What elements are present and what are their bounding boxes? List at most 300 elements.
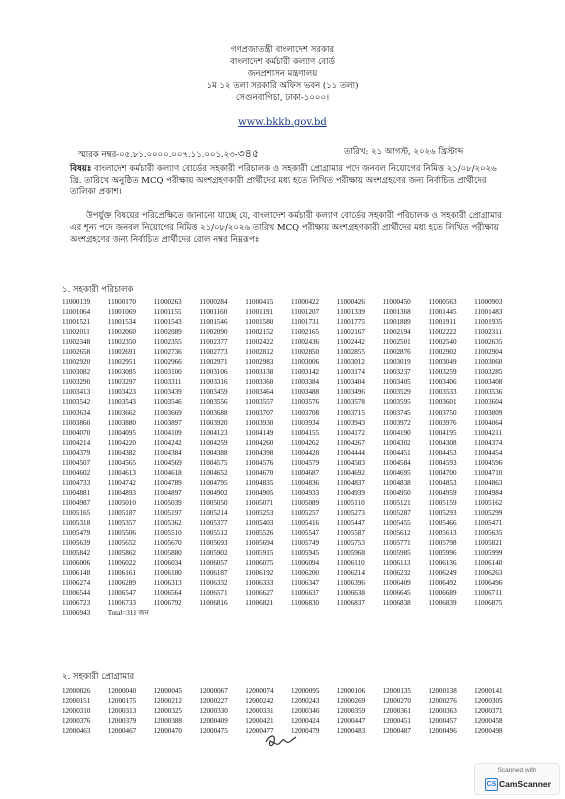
roll-number-cell: 11006274 — [62, 579, 91, 588]
roll-number-cell: 11006627 — [245, 589, 274, 598]
roll-number-cell: 11003601 — [428, 398, 457, 407]
roll-number-cell: 12000421 — [245, 717, 274, 726]
roll-number-cell: 11006943 — [62, 609, 91, 618]
roll-number-cell: 11005639 — [62, 539, 91, 548]
roll-number-cell: 11004583 — [336, 458, 365, 467]
roll-number-cell: 11003360 — [245, 378, 274, 387]
roll-number-cell: 11004382 — [107, 448, 136, 457]
roll-number-cell: 11003408 — [474, 378, 503, 387]
roll-number-cell: 11003439 — [153, 388, 182, 397]
roll-number-cell: 12000363 — [428, 707, 457, 716]
roll-number-cell: 11004374 — [474, 438, 503, 447]
roll-number-cell: 11006057 — [199, 559, 228, 568]
memo-number — [78, 145, 259, 164]
roll-number-cell: 11001543 — [153, 318, 182, 327]
assistant-programmer-roll-table — [62, 686, 520, 736]
roll-number-cell: 12000138 — [428, 687, 457, 695]
roll-number-cell: 11003006 — [290, 358, 320, 367]
roll-number-cell: 11005471 — [474, 519, 503, 528]
roll-number-cell: 11000263 — [153, 298, 182, 306]
camscanner-logo-icon: CS — [485, 778, 498, 791]
roll-number-cell: 11005121 — [382, 498, 411, 507]
roll-number-cell: 11003297 — [107, 378, 136, 387]
roll-number-cell: 11006689 — [428, 589, 457, 598]
roll-number-cell: 11004507 — [62, 458, 91, 467]
roll-number-cell: 11002011 — [62, 328, 90, 337]
roll-number-cell: 11004710 — [474, 468, 503, 477]
roll-number-cell: 11004260 — [245, 438, 274, 447]
roll-number-cell: 12000409 — [199, 717, 228, 726]
roll-number-cell: 11003529 — [382, 388, 411, 397]
roll-number-cell: 11005510 — [153, 529, 182, 538]
roll-number-cell: 12000243 — [290, 697, 320, 706]
roll-number-cell: 12000496 — [428, 727, 457, 736]
roll-number-cell: 11005862 — [107, 549, 136, 558]
roll-number-cell: 11006075 — [245, 559, 274, 568]
roll-number-cell: 11004454 — [474, 448, 503, 457]
roll-number-cell: 11001064 — [62, 308, 91, 317]
roll-number-cell: 11002501 — [382, 338, 411, 347]
roll-number-cell: 11003311 — [153, 378, 182, 387]
roll-number-cell: 12000305 — [474, 697, 503, 706]
roll-number-cell: 11002436 — [290, 338, 320, 347]
roll-number-cell: 11004987 — [62, 498, 91, 507]
roll-number-cell: 11004618 — [153, 468, 182, 477]
roll-number-cell: 11005159 — [428, 498, 457, 507]
roll-number-cell: 11006838 — [382, 599, 411, 608]
roll-number-cell: 11004444 — [336, 448, 365, 457]
roll-number-cell: 11004267 — [336, 438, 365, 447]
roll-number-cell: 11006263 — [474, 569, 503, 578]
roll-number-cell: 12000175 — [107, 697, 137, 706]
roll-number-cell: 11006022 — [107, 559, 136, 568]
roll-number-cell: 11003290 — [62, 378, 91, 387]
roll-number-cell: 11003174 — [336, 368, 365, 377]
roll-number-cell: 11003715 — [336, 408, 365, 417]
roll-number-cell: 11003459 — [199, 388, 228, 397]
roll-number-cell: 11005999 — [474, 549, 503, 558]
roll-number-cell: 11003943 — [336, 418, 365, 427]
roll-number-cell: 11005652 — [107, 539, 136, 548]
roll-number-cell: 12000479 — [290, 727, 320, 736]
roll-number-cell: 11004733 — [62, 478, 91, 487]
roll-number-cell: 11004835 — [245, 478, 274, 487]
roll-number-cell: 11004984 — [474, 488, 503, 497]
roll-number-cell: 11004602 — [62, 468, 91, 477]
roll-number-cell: 11001889 — [382, 318, 411, 327]
roll-number-cell: 11005547 — [290, 529, 320, 538]
roll-number-cell: 11000450 — [382, 298, 411, 306]
roll-number-cell: 11005089 — [290, 498, 320, 507]
roll-number-cell: 11002773 — [199, 348, 228, 357]
roll-number-cell: 11003404 — [336, 378, 365, 387]
roll-number-cell: 11002311 — [474, 328, 503, 337]
roll-number-cell: 11004451 — [382, 448, 411, 457]
roll-number-cell: 11005842 — [62, 549, 91, 558]
roll-number-cell: 11006006 — [62, 559, 91, 568]
roll-number-cell: 11003707 — [245, 408, 274, 417]
roll-number-cell: 12000498 — [474, 727, 503, 736]
header-ministry: জনপ্রশাসন মন্ত্রণালয় — [247, 69, 318, 79]
roll-number-cell: 11005466 — [428, 519, 457, 528]
roll-number-cell: 11004384 — [153, 448, 182, 457]
roll-number-cell: 11004565 — [107, 458, 136, 467]
roll-number-cell: 12000242 — [245, 697, 274, 706]
roll-number-cell: 11002951 — [107, 358, 136, 367]
roll-number-cell: 11003920 — [199, 418, 228, 427]
roll-number-cell: 11003049 — [428, 358, 457, 367]
roll-number-cell: 11004853 — [428, 478, 457, 487]
memo-handwritten-number: ৩৪৫ — [237, 147, 260, 160]
roll-number-cell: 11004262 — [290, 438, 320, 447]
roll-number-cell: 11006496 — [474, 579, 503, 588]
roll-number-cell: 11003688 — [199, 408, 228, 417]
roll-number-cell: 11005670 — [153, 539, 182, 548]
roll-number-cell: 11005749 — [290, 539, 320, 548]
roll-number-cell: 11001775 — [336, 318, 365, 327]
roll-number-cell: 12000106 — [336, 687, 366, 695]
roll-number-cell: 11001207 — [290, 308, 320, 317]
roll-number-cell: 11002165 — [290, 328, 320, 337]
roll-number-cell: 11002348 — [62, 338, 91, 347]
roll-number-cell: 11001580 — [245, 318, 274, 327]
roll-number-cell: 11003809 — [474, 408, 503, 417]
roll-number-cell: 11002060 — [107, 328, 136, 337]
roll-number-cell: 11002442 — [336, 338, 365, 347]
roll-number-cell: 11006192 — [245, 569, 274, 578]
subject-text: বাংলাদেশ কর্মচারী কল্যাণ বোর্ডের সহকারী পরিচালক ও সহকারী প্রোগ্রামার পদে জনবল নিয়োগের নিমিত্ত ২১/০৮/২০২৬ খ্রি. তারিখে অনুষ্ঠিত MCQ পরীক্ষায় অংশগ্রহণকারী প্রার্থীদের মধ্য হতে লিখিত পরীক্ষায় অংশগ্রহণের জন্য নির্বাচিত প্রার্থীদের তালিকা প্রকাশ। — [70, 164, 497, 197]
roll-number-cell: 11006232 — [382, 569, 411, 578]
roll-number-cell: 11003557 — [245, 398, 274, 407]
header-board: বাংলাদেশ কর্মচারী কল্যাণ বোর্ড — [230, 57, 335, 67]
roll-number-cell: 11002350 — [107, 338, 136, 347]
header-address: সেগুনবাগিচা, ঢাকা-১০০০। — [235, 93, 330, 103]
roll-number-cell: 12000477 — [245, 727, 274, 736]
roll-number-cell: 11004155 — [290, 428, 320, 437]
roll-number-cell: 11005996 — [428, 549, 457, 558]
header-government: গণপ্রজাতন্ত্রী বাংলাদেশ সরকার — [230, 45, 335, 55]
roll-number-cell: 11006333 — [245, 579, 274, 588]
roll-number-cell: 12000376 — [62, 717, 91, 726]
roll-number-cell: 11003085 — [107, 368, 136, 377]
roll-number-cell: 12000483 — [336, 727, 366, 736]
roll-number-cell: 11003976 — [428, 418, 457, 427]
roll-number-cell: 11004214 — [62, 438, 91, 447]
roll-number-cell: 11004742 — [107, 478, 136, 487]
roll-number-cell: 12000467 — [107, 727, 137, 736]
roll-number-cell: 11005050 — [199, 498, 228, 507]
camscanner-badge — [474, 763, 560, 795]
roll-number-cell: 11003012 — [336, 358, 365, 367]
roll-number-cell: 11003405 — [382, 378, 411, 387]
roll-number-cell: 11003060 — [474, 358, 503, 367]
roll-number-cell: 11005880 — [153, 549, 182, 558]
roll-number-cell: 11003100 — [153, 368, 182, 377]
section-assistant-director-title: ১. সহকারী পরিচালক — [62, 285, 134, 295]
roll-number-cell: 12000269 — [336, 697, 366, 706]
roll-number-cell: 11006723 — [62, 599, 91, 608]
roll-number-cell: 11006711 — [474, 589, 503, 598]
roll-number-cell: 11005526 — [245, 529, 274, 538]
roll-number-cell: 11005985 — [382, 549, 411, 558]
roll-number-cell: 11002090 — [199, 328, 228, 337]
roll-number-cell: 12000313 — [107, 707, 137, 716]
roll-number-cell: 11004652 — [199, 468, 228, 477]
roll-number-cell: 11001445 — [428, 308, 457, 317]
roll-number-cell: 11006094 — [290, 559, 320, 568]
roll-number-cell: 11004569 — [153, 458, 182, 467]
roll-number-cell: 11004070 — [62, 428, 91, 437]
roll-number-cell: 11000284 — [199, 298, 228, 306]
roll-number-cell: 11005635 — [474, 529, 503, 538]
subject-block — [70, 164, 502, 199]
roll-number-cell: 12000095 — [290, 687, 320, 695]
roll-number-cell: 11003406 — [428, 378, 457, 387]
roll-number-cell: 12000026 — [62, 687, 91, 695]
roll-number-cell: 11000415 — [245, 298, 274, 306]
roll-number-cell: 11006110 — [336, 559, 365, 568]
roll-number-cell: 11006645 — [382, 589, 411, 598]
roll-number-cell: 11004789 — [153, 478, 182, 487]
roll-number-cell: 11004902 — [199, 488, 228, 497]
total-count: Total=311 জন — [107, 609, 150, 618]
roll-number-cell: 12000325 — [153, 707, 182, 716]
roll-number-cell: 11002850 — [290, 348, 320, 357]
roll-number-cell: 11004190 — [382, 428, 411, 437]
roll-number-cell: 11003860 — [62, 418, 91, 427]
roll-number-cell: 11004836 — [290, 478, 320, 487]
roll-number-cell: 11004863 — [474, 478, 503, 487]
roll-number-cell: 11002855 — [336, 348, 365, 357]
roll-number-cell: 11006564 — [153, 589, 182, 598]
roll-number-cell: 12000074 — [245, 687, 274, 695]
roll-number-cell: 11004308 — [428, 438, 457, 447]
roll-number-cell: 11003142 — [290, 368, 320, 377]
roll-number-cell: 11001368 — [382, 308, 411, 317]
roll-number-cell: 11001069 — [107, 308, 136, 317]
roll-number-cell: 11004695 — [382, 468, 411, 477]
roll-number-cell: 11006140 — [474, 559, 503, 568]
roll-number-cell: 11002983 — [245, 358, 274, 367]
roll-number-cell: 11004576 — [245, 458, 274, 467]
roll-number-cell: 11003536 — [474, 388, 503, 397]
roll-number-cell: 11005165 — [62, 508, 91, 517]
roll-number-cell: 12000463 — [62, 727, 91, 736]
roll-number-cell: 11006200 — [290, 569, 320, 578]
roll-number-cell: 11003316 — [199, 378, 228, 387]
roll-number-cell: 11004939 — [336, 488, 365, 497]
scanned-with-label: Scanned with — [497, 767, 537, 774]
roll-number-cell: 11005010 — [107, 498, 136, 507]
roll-number-cell: 11006214 — [336, 569, 365, 578]
roll-number-cell: 11006136 — [428, 559, 457, 568]
roll-number-cell: 11000422 — [290, 298, 320, 306]
roll-number-cell: 11005257 — [290, 508, 320, 517]
roll-number-cell: 11005968 — [336, 549, 365, 558]
roll-number-cell: 12000470 — [153, 727, 182, 736]
roll-number-cell: 11004670 — [245, 468, 274, 477]
roll-number-cell: 11006816 — [199, 599, 228, 608]
roll-number-cell: 11006637 — [290, 589, 320, 598]
roll-number-cell: 11004379 — [62, 448, 91, 457]
roll-number-cell: 11000563 — [428, 298, 457, 306]
roll-number-cell: 11002422 — [245, 338, 274, 347]
roll-number-cell: 11003543 — [107, 398, 136, 407]
roll-number-cell: 11001339 — [336, 308, 365, 317]
roll-number-cell: 11003750 — [428, 408, 457, 417]
roll-number-cell: 11004242 — [153, 438, 182, 447]
date-value: ২১ আগস্ট, ২০২৬ খ্রিস্টাব্দ — [371, 147, 464, 157]
roll-number-cell: 11004959 — [428, 488, 457, 497]
roll-number-cell: 11006332 — [199, 579, 228, 588]
roll-number-cell: 11004428 — [290, 448, 320, 457]
roll-number-cell: 11002635 — [474, 338, 503, 347]
roll-number-cell: 11006161 — [107, 569, 136, 578]
roll-number-cell: 11003542 — [62, 398, 91, 407]
roll-number-cell: 11004575 — [199, 458, 228, 467]
roll-number-cell: 11003496 — [336, 388, 365, 397]
roll-number-cell: 11005612 — [382, 529, 411, 538]
roll-number-cell: 11004700 — [428, 468, 457, 477]
roll-number-cell: 11005587 — [336, 529, 365, 538]
roll-number-cell: 11002540 — [428, 338, 457, 347]
roll-number-cell: 11005771 — [382, 539, 411, 548]
roll-number-cell: 12000067 — [199, 687, 228, 695]
roll-number-cell: 12000457 — [428, 717, 457, 726]
roll-number-cell: 11006792 — [153, 599, 182, 608]
roll-number-cell: 11003556 — [199, 398, 228, 407]
roll-number-cell: 11002920 — [62, 358, 91, 367]
roll-number-cell: 11002966 — [153, 358, 182, 367]
roll-number-cell: 11003576 — [290, 398, 320, 407]
roll-number-cell: 11006821 — [245, 599, 274, 608]
roll-number-cell: 11004211 — [474, 428, 503, 437]
roll-number-cell: 11003259 — [428, 368, 457, 377]
roll-number-cell: 12000276 — [428, 697, 457, 706]
roll-number-cell: 11006875 — [474, 599, 503, 608]
roll-number-cell: 12000270 — [382, 697, 411, 706]
roll-number-cell: 12000424 — [290, 717, 320, 726]
roll-number-cell: 11005377 — [199, 519, 228, 528]
roll-number-cell: 11002902 — [428, 348, 457, 357]
roll-number-cell: 11004838 — [382, 478, 411, 487]
roll-number-cell: 11006313 — [153, 579, 182, 588]
roll-number-cell: 11001483 — [474, 308, 503, 317]
roll-number-cell: 12000310 — [62, 707, 91, 716]
roll-number-cell: 11002089 — [153, 328, 182, 337]
camscanner-label: CamScanner — [499, 779, 551, 789]
roll-number-cell: 11003634 — [62, 408, 91, 417]
roll-number-cell: 12000388 — [153, 717, 182, 726]
signature-mark — [262, 732, 302, 750]
roll-number-cell: 11006396 — [336, 579, 365, 588]
roll-number-cell: 12000475 — [199, 727, 228, 736]
roll-number-cell: 12000331 — [245, 707, 274, 716]
roll-number-cell: 11002691 — [107, 348, 136, 357]
roll-number-cell: 11003595 — [382, 398, 411, 407]
roll-number-cell: 11002377 — [199, 338, 228, 347]
roll-number-cell: 11006547 — [107, 589, 136, 598]
roll-number-cell: 12000371 — [474, 707, 503, 716]
roll-number-cell: 11002222 — [428, 328, 457, 337]
roll-number-cell: 11004398 — [245, 448, 274, 457]
roll-number-cell: 11003464 — [245, 388, 274, 397]
roll-number-cell: 11004109 — [153, 428, 182, 437]
roll-number-cell: 11003972 — [382, 418, 411, 427]
roll-number-cell: 11001731 — [290, 318, 320, 327]
roll-number-cell: 11006733 — [107, 599, 136, 608]
roll-number-cell: 11005071 — [245, 498, 274, 507]
roll-number-cell: 11005902 — [199, 549, 228, 558]
roll-number-cell: 12000361 — [382, 707, 411, 716]
roll-number-cell: 11003138 — [245, 368, 274, 377]
roll-number-cell: 11003237 — [382, 368, 411, 377]
roll-number-cell: 11002736 — [153, 348, 182, 357]
roll-number-cell: 12000379 — [107, 717, 137, 726]
roll-number-cell: 11005479 — [62, 529, 91, 538]
roll-number-cell: 12000451 — [382, 717, 411, 726]
roll-number-cell: 11005318 — [62, 519, 91, 528]
roll-number-cell: 11005214 — [199, 508, 228, 517]
body-paragraph: উপর্যুক্ত বিষয়ের পরিপ্রেক্ষিতে জানানো যাচ্ছে যে, বাংলাদেশ কর্মচারী কল্যাণ বোর্ডের সহকারী পরিচালক ও সহকারী প্রোগ্রামার এর শূন্য পদে জনবল নিয়োগের নিমিত্ত ২১/০৮/২০২৬ তারিখ MCQ পরীক্ষায় অংশগ্রহণকারী প্রার্থীদের মধ্য হতে লিখিত পরীক্ষায় অংশগ্রহণের জন্য নির্বাচিত প্রার্থীদের রোল নম্বর নিম্নরূপঃ — [70, 211, 502, 245]
roll-number-cell: 12000212 — [153, 697, 182, 706]
roll-number-cell: 11006187 — [199, 569, 228, 578]
roll-number-cell: 12000346 — [290, 707, 320, 716]
roll-number-cell: 11005915 — [245, 549, 274, 558]
roll-number-cell: 11002355 — [153, 338, 182, 347]
roll-number-cell: 11005293 — [428, 508, 457, 517]
website-link[interactable]: www.bkkb.gov.bd — [238, 117, 327, 128]
roll-number-cell: 11000903 — [474, 298, 503, 306]
roll-number-cell: 11001160 — [199, 308, 228, 317]
roll-number-cell: 11005798 — [428, 539, 457, 548]
roll-number-cell: 11005110 — [336, 498, 365, 507]
roll-number-cell: 11003384 — [290, 378, 320, 387]
roll-number-cell: 11005253 — [245, 508, 274, 517]
roll-number-cell: 11005362 — [153, 519, 182, 528]
roll-number-cell: 12000040 — [107, 687, 137, 695]
roll-number-cell: 11005455 — [382, 519, 411, 528]
roll-number-cell: 11004388 — [199, 448, 228, 457]
roll-number-cell: 11006148 — [62, 569, 91, 578]
roll-number-cell: 11006830 — [290, 599, 320, 608]
roll-number-cell: 11005753 — [336, 539, 365, 548]
roll-number-cell: 11006544 — [62, 589, 91, 598]
roll-number-cell: 11004453 — [428, 448, 457, 457]
roll-number-cell: 11000426 — [336, 298, 365, 306]
roll-number-cell: 11006249 — [428, 569, 457, 578]
memo-date — [344, 145, 463, 159]
roll-number-cell: 11006571 — [199, 589, 228, 598]
roll-number-cell: 12000359 — [336, 707, 366, 716]
roll-number-cell: 12000447 — [336, 717, 366, 726]
roll-number-cell: 11004596 — [474, 458, 503, 467]
roll-number-cell: 11003533 — [428, 388, 457, 397]
roll-number-cell: 11004950 — [382, 488, 411, 497]
roll-number-cell: 11004687 — [290, 468, 320, 477]
roll-number-cell: 12000227 — [199, 697, 228, 706]
roll-number-cell: 12000135 — [382, 687, 411, 695]
roll-number-cell: 11004613 — [107, 468, 136, 477]
roll-number-cell: 11002167 — [336, 328, 365, 337]
roll-number-cell: 11004795 — [199, 478, 228, 487]
roll-number-cell: 11003578 — [336, 398, 365, 407]
roll-number-cell: 11005039 — [153, 498, 182, 507]
roll-number-cell: 11006034 — [153, 559, 182, 568]
roll-number-cell: 11005945 — [290, 549, 320, 558]
roll-number-cell: 11003488 — [290, 388, 320, 397]
roll-number-cell: 11003604 — [474, 398, 503, 407]
